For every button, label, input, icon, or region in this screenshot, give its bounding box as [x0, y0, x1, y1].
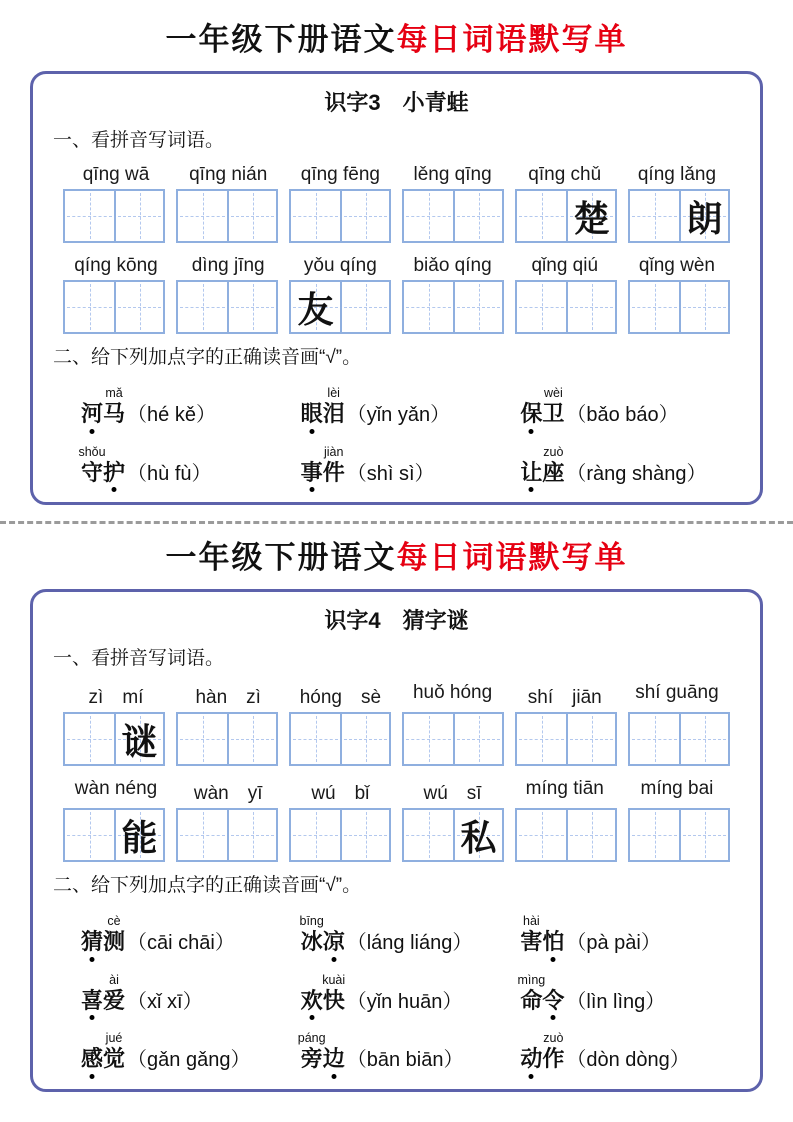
- hanzi: 边: [322, 1046, 345, 1071]
- phonetic-choice-item: [299, 914, 521, 956]
- written-char: [116, 191, 163, 241]
- pinyin-annotation: zuò: [543, 1031, 564, 1045]
- written-char: 能: [121, 817, 158, 858]
- writing-box: [289, 189, 391, 243]
- writing-cell: [178, 810, 227, 860]
- annotated-char: [322, 444, 345, 487]
- writing-box: [176, 280, 278, 334]
- pinyin-label: míng tiān: [525, 778, 604, 799]
- written-char: [568, 282, 615, 332]
- writing-cell: [340, 282, 389, 332]
- pronunciation-options: （pà pài）: [566, 932, 661, 954]
- phonetic-choice-item: [81, 914, 301, 956]
- annotated-char: [103, 386, 126, 428]
- pronunciation-options: （ràng shàng）: [566, 462, 707, 485]
- pinyin-label: qīng nián: [189, 164, 268, 185]
- phonetic-choice-item: [517, 972, 740, 1015]
- writing-cell: [227, 191, 276, 241]
- written-char: [342, 714, 389, 764]
- hanzi: 泪: [322, 401, 345, 426]
- title-red: 每日词语默写单: [396, 540, 628, 575]
- hanzi: 动: [520, 1046, 543, 1071]
- pinyin-label: wàn néng: [74, 778, 158, 799]
- written-char: [65, 191, 114, 241]
- annotated-char: [542, 386, 565, 428]
- hanzi: 卫: [542, 401, 565, 426]
- written-char: [630, 191, 679, 241]
- written-char: [568, 810, 615, 860]
- part2-label: 二、给下列加点字的正确读音画“√”。: [53, 347, 362, 368]
- dotted-char: [542, 928, 564, 956]
- hanzi: 让: [520, 459, 543, 485]
- phonetic-choice-item: [78, 444, 301, 487]
- pinyin-label: wú bǐ: [311, 783, 370, 804]
- pinyin-annotation: ài: [109, 972, 119, 987]
- pinyin-label: zì mí: [88, 687, 144, 708]
- writing-cell: [340, 810, 389, 860]
- writing-cell: [404, 810, 453, 860]
- written-char: [681, 810, 728, 860]
- annotated-char: [322, 386, 345, 428]
- annotated-char: [542, 444, 565, 487]
- hanzi: 事: [300, 459, 323, 485]
- writing-cell: [178, 191, 227, 241]
- hanzi: 冰: [300, 929, 323, 954]
- pinyin-annotation: kuài: [322, 972, 346, 987]
- choice-row: [53, 914, 740, 956]
- written-char: [342, 282, 389, 332]
- writing-cell: [114, 191, 163, 241]
- written-char: [178, 714, 227, 764]
- phonetic-choice-item: [81, 386, 301, 428]
- pronunciation-options: （gǎn gǎng）: [127, 1049, 251, 1071]
- annotated-char: [542, 1031, 565, 1073]
- annotated-char: [78, 444, 106, 487]
- title-black: 一年级下册语文: [165, 540, 397, 575]
- pinyin-annotation: mǎ: [105, 386, 123, 400]
- pinyin-label: biǎo qíng: [413, 255, 492, 276]
- hanzi: 眼: [300, 401, 323, 426]
- writing-cell: [114, 714, 163, 764]
- pinyin-label: lěng qīng: [413, 164, 492, 185]
- written-char: [342, 191, 389, 241]
- phonetic-choice-item: [520, 444, 740, 487]
- pinyin-label: qíng kōng: [74, 255, 158, 276]
- writing-cell: [679, 282, 728, 332]
- dotted-char: [301, 459, 323, 487]
- writing-cell: [178, 714, 227, 764]
- pronunciation-options: （yǐn huān）: [346, 990, 463, 1013]
- hanzi: 命: [520, 987, 543, 1013]
- choice-row: [53, 444, 740, 487]
- written-char: 友: [297, 289, 334, 330]
- written-char: [455, 714, 502, 764]
- pronunciation-options: （cāi chāi）: [127, 932, 235, 954]
- written-char: [630, 282, 679, 332]
- pinyin-annotation: mìng: [517, 972, 546, 987]
- hanzi: 快: [322, 987, 345, 1013]
- dotted-char: [81, 400, 103, 428]
- dotted-char: [301, 400, 323, 428]
- writing-box: [515, 808, 617, 862]
- writing-cell: [453, 810, 502, 860]
- writing-cell: [679, 191, 728, 241]
- written-char: [517, 282, 566, 332]
- written-char: [568, 714, 615, 764]
- written-char: [681, 282, 728, 332]
- writing-cell: [630, 810, 679, 860]
- writing-box: [176, 808, 278, 862]
- writing-box: [402, 280, 504, 334]
- pronunciation-options: （láng liáng）: [346, 932, 473, 954]
- hanzi: 怕: [542, 929, 565, 954]
- writing-cell: [517, 282, 566, 332]
- pronunciation-options: （hé kě）: [127, 404, 216, 426]
- writing-grid-row: [53, 280, 740, 334]
- section-header: 识字3 小青蛙: [324, 90, 469, 115]
- phonetic-choice-item: [81, 1031, 301, 1073]
- written-char: [229, 191, 276, 241]
- pinyin-label: qíng lǎng: [637, 164, 717, 185]
- writing-cell: [630, 191, 679, 241]
- writing-cell: [340, 191, 389, 241]
- annotated-char: [297, 1031, 326, 1073]
- dotted-char: [520, 1045, 542, 1073]
- pronunciation-options: （hù fù）: [127, 462, 212, 485]
- written-char: [178, 282, 227, 332]
- hanzi: 旁: [300, 1046, 323, 1071]
- pinyin-row: [53, 164, 740, 186]
- writing-cell: [517, 191, 566, 241]
- dotted-char: [301, 987, 323, 1015]
- dotted-char: [81, 1045, 103, 1073]
- writing-box: [289, 712, 391, 766]
- dotted-char: [103, 459, 125, 487]
- writing-box: [628, 189, 730, 243]
- pinyin-label: hàn zì: [195, 687, 261, 708]
- pinyin-label: míng bai: [640, 778, 714, 799]
- writing-cell: [453, 282, 502, 332]
- hanzi: 作: [542, 1046, 565, 1071]
- dotted-char: [323, 928, 345, 956]
- phonetic-choice-item: [300, 972, 521, 1015]
- pinyin-label: qǐng wèn: [638, 255, 715, 276]
- phonetic-choice-item: [520, 914, 740, 956]
- hanzi: 感: [81, 1046, 104, 1071]
- written-char: [455, 191, 502, 241]
- phonetic-choice-item: [520, 386, 740, 428]
- dotted-char: [520, 400, 542, 428]
- pinyin-annotation: hài: [523, 914, 540, 928]
- pinyin-annotation: wèi: [543, 386, 563, 400]
- written-char: [65, 810, 114, 860]
- writing-grid-row: [53, 808, 740, 862]
- dashed-separator: [0, 521, 793, 524]
- writing-cell: [630, 282, 679, 332]
- writing-cell: [178, 282, 227, 332]
- writing-cell: [291, 714, 340, 764]
- writing-box: [63, 280, 165, 334]
- written-char: 楚: [573, 198, 610, 239]
- page-title: [0, 14, 793, 59]
- written-char: [404, 282, 453, 332]
- section-header: 识字4 猜字谜: [324, 608, 469, 633]
- written-char: [116, 282, 163, 332]
- writing-cell: [679, 810, 728, 860]
- phonetic-choice-item: [520, 1031, 740, 1073]
- dotted-char: [323, 1045, 345, 1073]
- writing-box: [515, 189, 617, 243]
- pinyin-annotation: jué: [105, 1031, 123, 1045]
- pronunciation-options: （shì sì）: [346, 462, 435, 485]
- pinyin-annotation: páng: [297, 1031, 326, 1045]
- writing-cell: [65, 810, 114, 860]
- writing-box: [176, 189, 278, 243]
- dotted-char: [81, 987, 103, 1015]
- hanzi: 护: [103, 459, 126, 485]
- written-char: [517, 810, 566, 860]
- worksheet-section-2: [30, 589, 763, 1092]
- hanzi: 令: [542, 987, 565, 1013]
- hanzi: 喜: [81, 987, 104, 1013]
- writing-cell: [65, 191, 114, 241]
- hanzi: 保: [520, 401, 543, 426]
- writing-cell: [566, 282, 615, 332]
- part1-label: 一、看拼音写词语。: [53, 130, 225, 151]
- written-char: 朗: [686, 198, 723, 239]
- pinyin-label: wú sī: [423, 783, 482, 804]
- phonetic-choice-item: [81, 972, 301, 1015]
- writing-cell: [566, 810, 615, 860]
- written-char: [291, 810, 340, 860]
- pinyin-label: yǒu qíng: [303, 255, 377, 276]
- writing-box: [515, 712, 617, 766]
- writing-box: [289, 808, 391, 862]
- written-char: [229, 714, 276, 764]
- hanzi: 守: [81, 459, 104, 485]
- pinyin-annotation: cè: [107, 914, 121, 928]
- written-char: 私: [460, 817, 497, 858]
- written-char: [65, 714, 114, 764]
- writing-cell: [404, 191, 453, 241]
- pronunciation-options: （xǐ xī）: [127, 990, 203, 1013]
- written-char: [342, 810, 389, 860]
- pinyin-row: [53, 682, 740, 709]
- writing-cell: [65, 714, 114, 764]
- choice-row: [53, 386, 740, 428]
- written-char: [291, 191, 340, 241]
- phonetic-choice-item: [300, 444, 521, 487]
- pinyin-label: shí guāng: [635, 682, 719, 703]
- written-char: [229, 282, 276, 332]
- written-char: [229, 810, 276, 860]
- part2-label: 二、给下列加点字的正确读音画“√”。: [53, 875, 362, 896]
- pronunciation-options: （lìn lìng）: [566, 990, 666, 1013]
- writing-cell: [453, 191, 502, 241]
- dotted-char: [81, 928, 103, 956]
- writing-cell: [114, 282, 163, 332]
- hanzi: 凉: [322, 929, 345, 954]
- hanzi: 座: [542, 459, 565, 485]
- pinyin-label: wàn yī: [193, 783, 263, 804]
- writing-cell: [517, 810, 566, 860]
- writing-box: [628, 280, 730, 334]
- written-char: [178, 191, 227, 241]
- phonetic-choice-item: [297, 1031, 521, 1073]
- written-char: [404, 810, 453, 860]
- written-char: [455, 282, 502, 332]
- annotated-char: [103, 972, 126, 1015]
- written-char: [630, 714, 679, 764]
- writing-grid-row: [53, 712, 740, 766]
- writing-grid-row: [53, 189, 740, 243]
- worksheet-section-1: [30, 71, 763, 505]
- written-char: 谜: [121, 721, 158, 762]
- pinyin-annotation: zuò: [543, 444, 564, 459]
- annotated-char: [103, 1031, 126, 1073]
- writing-box: [402, 712, 504, 766]
- pronunciation-options: （dòn dòng）: [566, 1049, 690, 1071]
- hanzi: 测: [103, 929, 126, 954]
- written-char: [681, 714, 728, 764]
- writing-cell: [65, 282, 114, 332]
- pinyin-label: dìng jīng: [191, 255, 265, 276]
- written-char: [630, 810, 679, 860]
- writing-cell: [679, 714, 728, 764]
- choice-row: [53, 972, 740, 1015]
- written-char: [517, 191, 566, 241]
- writing-cell: [630, 714, 679, 764]
- pinyin-row: [53, 778, 740, 805]
- dotted-char: [520, 459, 542, 487]
- annotated-char: [322, 972, 346, 1015]
- written-char: [65, 282, 114, 332]
- writing-cell: [227, 282, 276, 332]
- writing-cell: [566, 191, 615, 241]
- pinyin-row: [53, 255, 740, 277]
- phonetic-choice-item: [300, 386, 521, 428]
- writing-box: [63, 189, 165, 243]
- pronunciation-options: （bǎo báo）: [566, 404, 679, 426]
- writing-box: [628, 808, 730, 862]
- pinyin-label: hóng sè: [299, 687, 382, 708]
- writing-cell: [566, 714, 615, 764]
- hanzi: 害: [520, 929, 543, 954]
- pinyin-annotation: bīng: [299, 914, 324, 928]
- writing-box: [628, 712, 730, 766]
- writing-box: [402, 189, 504, 243]
- written-char: [291, 714, 340, 764]
- pinyin-label: shí jiān: [527, 687, 602, 708]
- writing-box: [289, 280, 391, 334]
- pinyin-label: qīng chǔ: [528, 164, 602, 185]
- pinyin-annotation: jiàn: [323, 444, 344, 459]
- writing-cell: [291, 191, 340, 241]
- writing-cell: [291, 282, 340, 332]
- pinyin-annotation: lèi: [327, 386, 340, 400]
- writing-box: [63, 712, 165, 766]
- pinyin-label: huǒ hóng: [412, 682, 493, 703]
- hanzi: 猜: [81, 929, 104, 954]
- annotated-char: [517, 972, 546, 1015]
- written-char: [404, 714, 453, 764]
- title-red: 每日词语默写单: [396, 22, 628, 57]
- writing-cell: [291, 810, 340, 860]
- hanzi: 件: [322, 459, 345, 485]
- pronunciation-options: （yǐn yǎn）: [346, 404, 451, 426]
- hanzi: 爱: [103, 987, 126, 1013]
- writing-box: [402, 808, 504, 862]
- writing-box: [515, 280, 617, 334]
- page-title: [0, 532, 793, 577]
- pronunciation-options: （bān biān）: [346, 1049, 464, 1071]
- title-black: 一年级下册语文: [165, 22, 397, 57]
- pinyin-label: qīng fēng: [300, 164, 380, 185]
- pinyin-label: qǐng qiú: [531, 255, 599, 276]
- writing-cell: [227, 810, 276, 860]
- pinyin-annotation: shǒu: [78, 444, 106, 459]
- pinyin-label: qīng wā: [82, 164, 150, 185]
- writing-cell: [114, 810, 163, 860]
- annotated-char: [103, 914, 126, 956]
- annotated-char: [299, 914, 324, 956]
- hanzi: 欢: [300, 987, 323, 1013]
- written-char: [178, 810, 227, 860]
- dotted-char: [542, 987, 564, 1015]
- annotated-char: [520, 914, 543, 956]
- part1-label: 一、看拼音写词语。: [53, 648, 225, 669]
- writing-cell: [404, 282, 453, 332]
- writing-box: [63, 808, 165, 862]
- writing-cell: [453, 714, 502, 764]
- written-char: [404, 191, 453, 241]
- hanzi: 河: [81, 401, 104, 426]
- writing-cell: [340, 714, 389, 764]
- writing-cell: [227, 714, 276, 764]
- hanzi: 觉: [103, 1046, 126, 1071]
- writing-box: [176, 712, 278, 766]
- writing-cell: [404, 714, 453, 764]
- hanzi: 马: [103, 401, 126, 426]
- writing-cell: [517, 714, 566, 764]
- choice-row: [53, 1031, 740, 1073]
- written-char: [517, 714, 566, 764]
